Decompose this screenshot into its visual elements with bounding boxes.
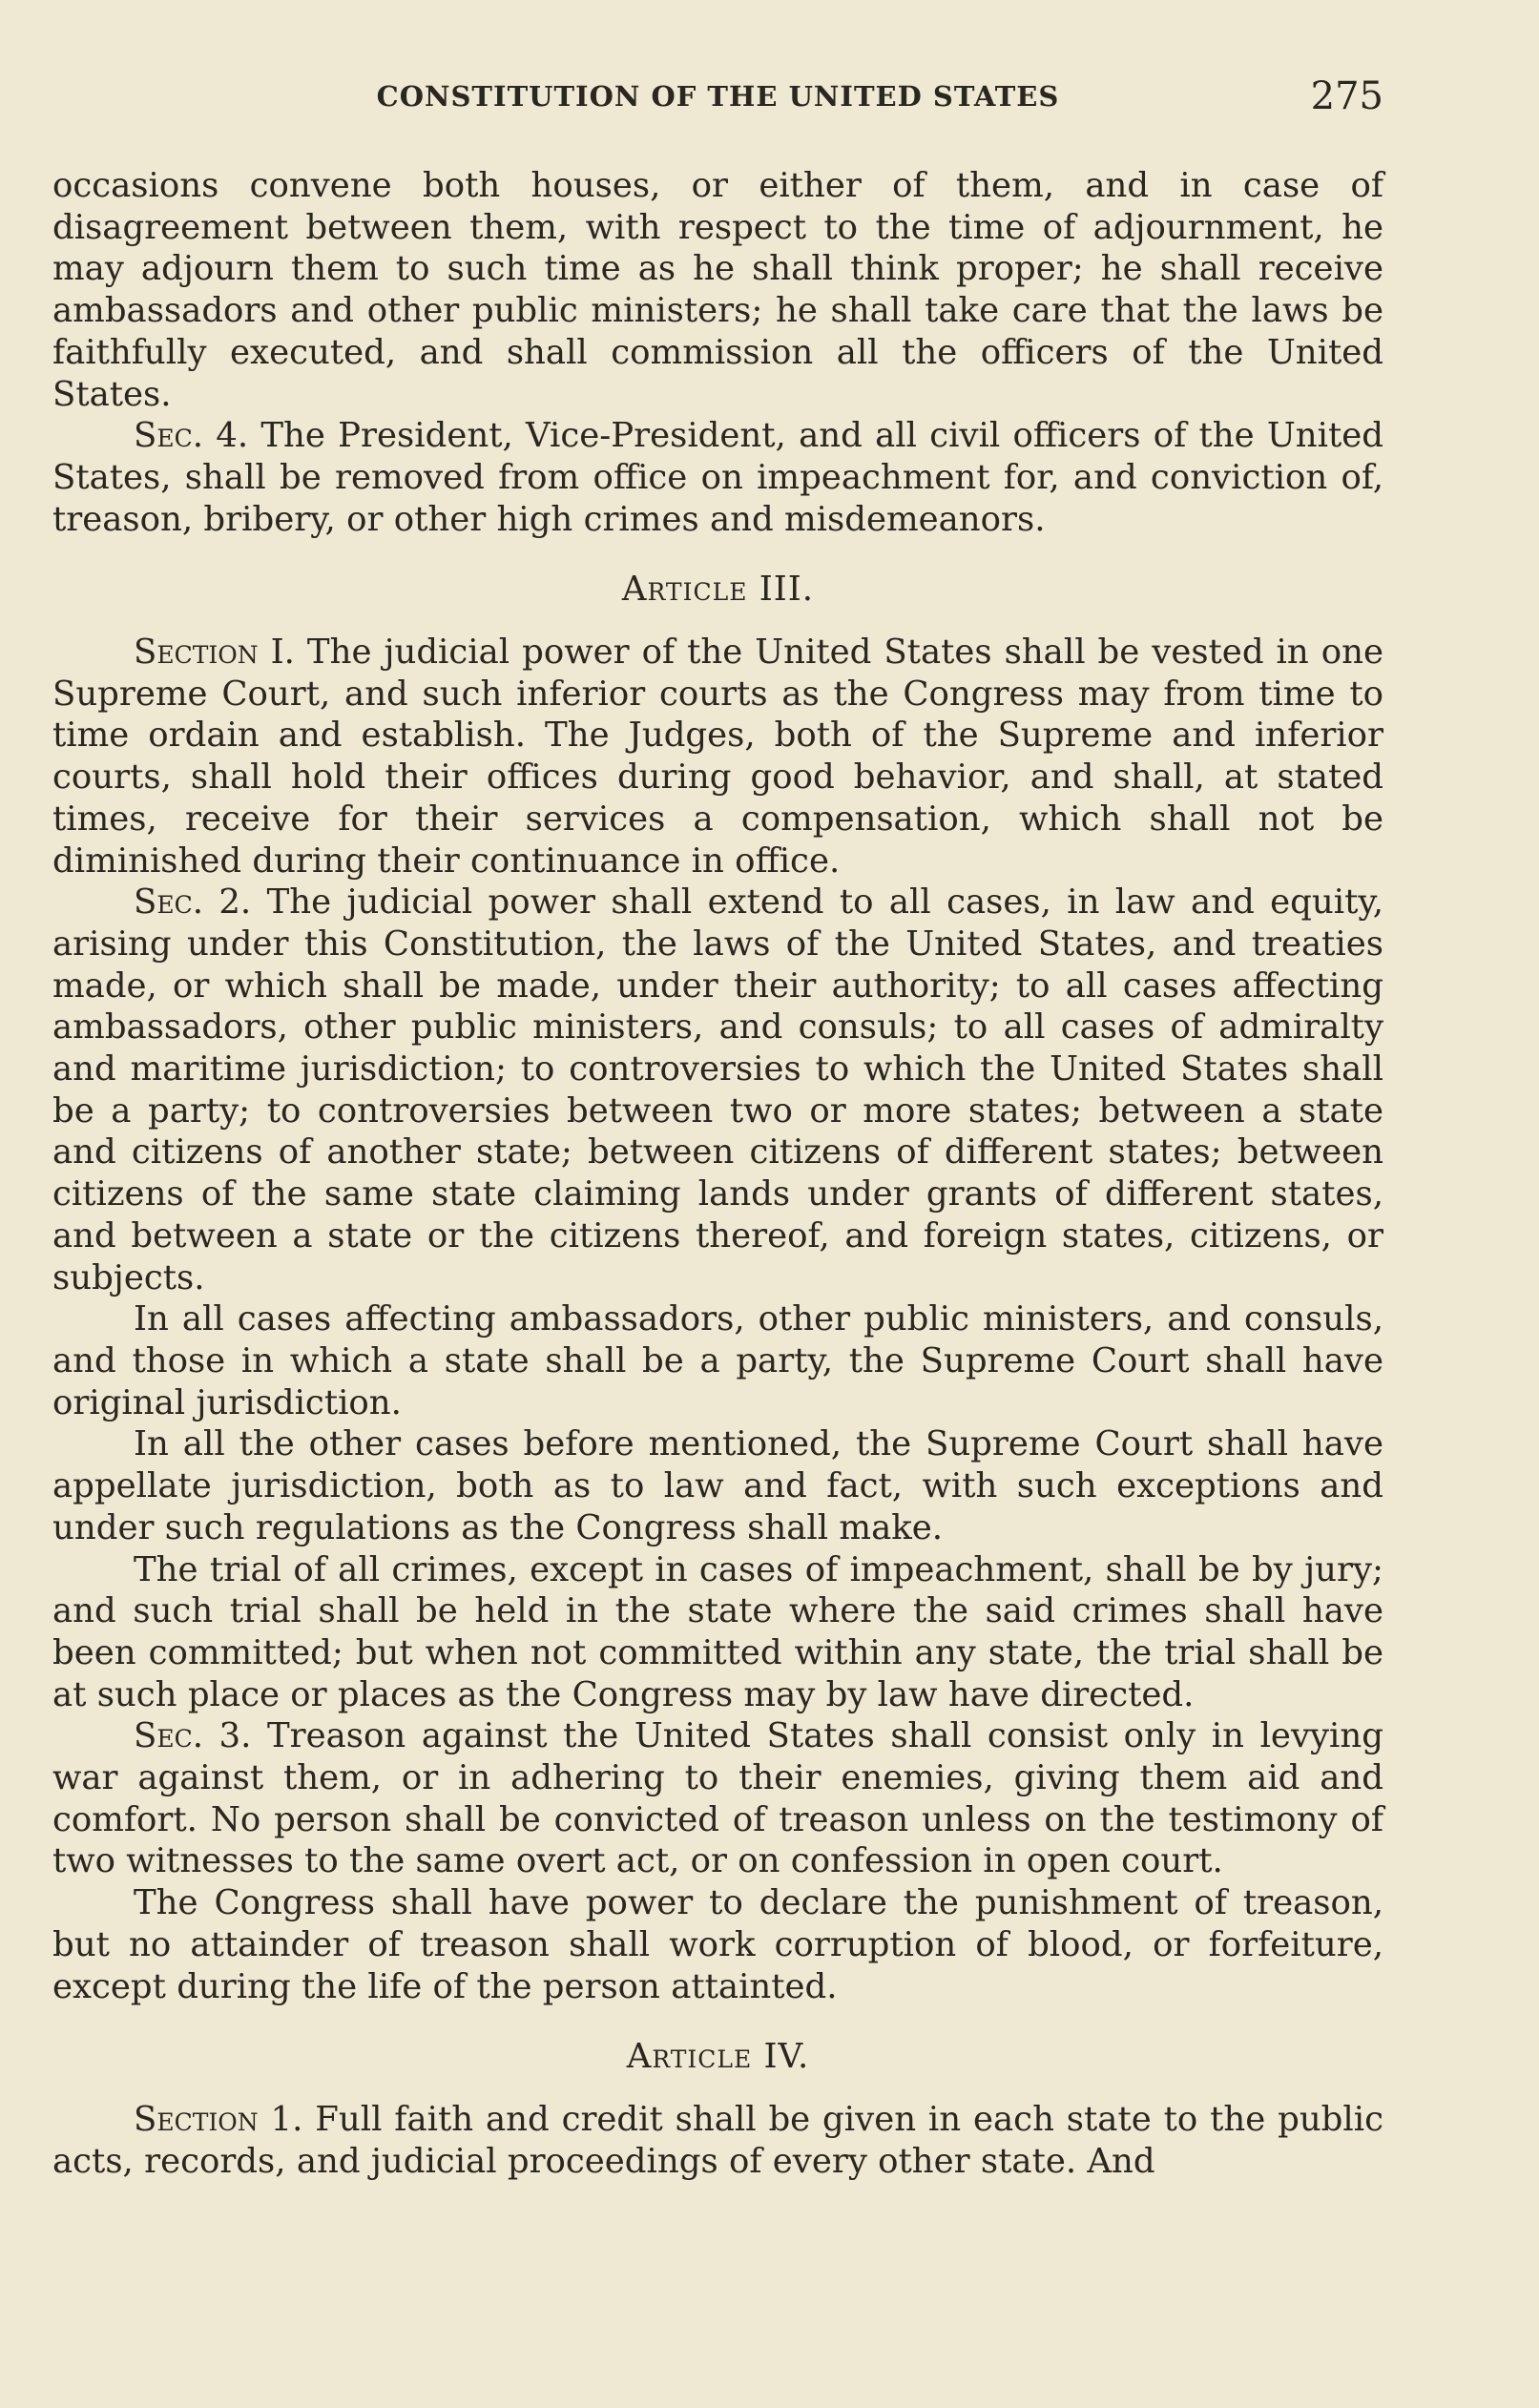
paragraph-appellate-jurisdiction: In all the other cases before mentioned, the Supreme Court shall have appellate jurisdiction, both as to law and fact, with such exceptions and under such regulations as the Congress shall make.	[52, 1424, 1383, 1547]
section-label: Section I.	[134, 633, 295, 673]
paragraph-article4-section-1	[52, 2099, 1383, 2182]
section-label: Sec. 4.	[134, 416, 249, 456]
body-text	[52, 165, 1383, 2182]
paragraph-continuation: occasions convene both houses, or either of them, and in case of disagreement between them, with respect to the time of adjournment, he may adjourn them to such time as he shall think proper; he shall receive ambassadors and other public ministers; he shall take care that the laws be faithfully executed, and shall commission all the officers of the United States.	[52, 166, 1383, 414]
paragraph-text: The judicial power shall extend to all cases, in law and equity, arising under this Constitution, the laws of the United States, and treaties made, or which shall be made, under their authority; to all cases affecting ambassadors, other public ministers, and consuls; to all cases of admiralty and maritime jurisdiction; to controversies to which the United States shall be a party; to controversies between two or more states; between a state and citizens of another state; between citizens of different states; between citizens of the same state claiming lands under grants of different states, and between a state or the citizens thereof, and foreign states, citizens, or subjects.	[52, 882, 1383, 1297]
paragraph-section-4	[52, 415, 1383, 540]
article-heading: Article IV.	[626, 2037, 810, 2077]
section-label: Sec. 2.	[134, 882, 252, 923]
running-title: CONSTITUTION OF THE UNITED STATES	[376, 80, 1060, 113]
paragraph-article3-section-3	[52, 1715, 1383, 1882]
article-heading: Article III.	[621, 570, 815, 610]
paragraph-original-jurisdiction: In all cases affecting ambassadors, other public ministers, and consuls, and those in which a state shall be a party, the Supreme Court shall have original jurisdiction.	[52, 1299, 1383, 1422]
paragraph-text: Treason against the United States shall consist only in levying war against them, or in adhering to their enemies, giving them aid and comfort. No person shall be convicted of treason unless on the testimony of two witnesses to the same overt act, or on confession in open court.	[52, 1716, 1383, 1881]
paragraph-article3-section-2	[52, 882, 1383, 1298]
page-number: 275	[1310, 74, 1383, 118]
paragraph-trial-by-jury: The trial of all crimes, except in cases of impeachment, shall be by jury; and such trial shall be held in the state where the said crimes shall have been committed; but when not committed within any state, the trial shall be at such place or places as the Congress may by law have directed.	[52, 1549, 1383, 1714]
paragraph-text: The President, Vice-President, and all civil officers of the United States, shall be removed from office on impeachment for, and conviction of, treason, bribery, or other high crimes and misdemeanors.	[52, 416, 1383, 539]
section-label: Section 1.	[134, 2099, 303, 2139]
paragraph-text: Full faith and credit shall be given in each state to the public acts, records, and judicial proceedings of every other state. And	[52, 2099, 1383, 2181]
section-label: Sec. 3.	[134, 1716, 252, 1756]
paragraph-punishment-of-treason: The Congress shall have power to declare the punishment of treason, but no attainder of treason shall work corruption of blood, or forfeiture, except during the life of the person attainted.	[52, 1883, 1383, 2006]
running-header	[52, 74, 1383, 122]
paragraph-text: The judicial power of the United States shall be vested in one Supreme Court, and such inferior courts as the Congress may from time to time ordain and establish. The Judges, both of the Supreme and inferior courts, shall hold their offices during good behavior, and shall, at stated times, receive for their services a compensation, which shall not be diminished during their continuance in office.	[52, 633, 1383, 881]
paragraph-article3-section-1	[52, 632, 1383, 882]
